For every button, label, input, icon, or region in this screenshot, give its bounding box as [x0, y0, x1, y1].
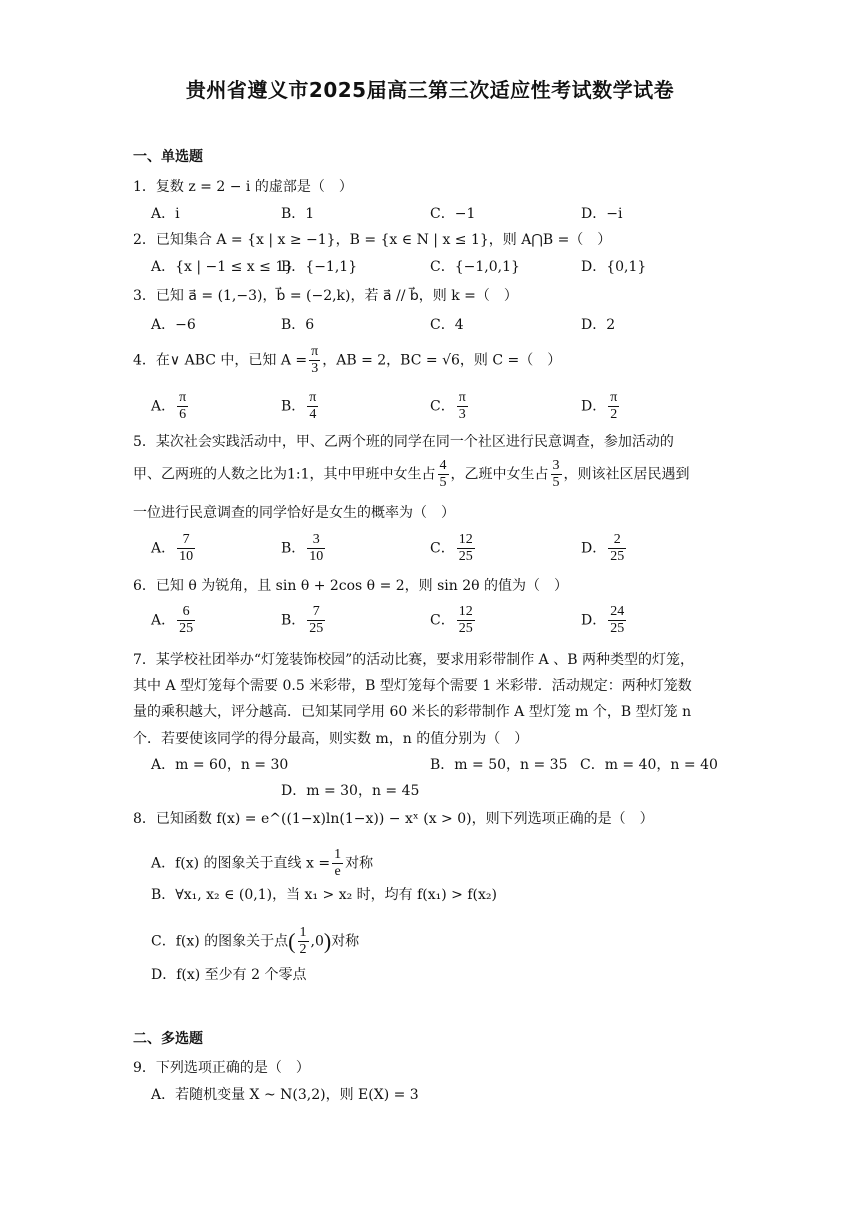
q5-option-d: D． $\frac{2}{25}$ [581, 532, 625, 564]
q5-option-b: B． $\frac{3}{10}$ [281, 532, 324, 564]
q6-option-b: B． $\frac{7}{25}$ [281, 604, 324, 636]
question-1-stem: 1．复数 z = 2 − i 的虚部是（ ） [133, 179, 353, 195]
question-9-stem: 9．下列选项正确的是（ ） [133, 1060, 310, 1076]
question-7-line-4: 个．若要使该同学的得分最高，则实数 m，n 的值分别为（ ） [133, 731, 529, 747]
question-7-line-2: 其中 A 型灯笼每个需要 0.5 米彩带，B 型灯笼每个需要 1 米彩带．活动规定：两种灯笼数 [133, 678, 692, 694]
q2-option-b: B．{−1,1} [281, 259, 358, 275]
q6-option-a: A． $\frac{6}{25}$ [151, 604, 194, 636]
q8-option-b: B．∀x₁, x₂ ∈ (0,1)，当 x₁ > x₂ 时，均有 f(x₁) > f(x₂) [151, 887, 497, 903]
q4-stem-post: ，AB = 2，BC = √6，则 C =（ ） [322, 352, 562, 369]
q3-option-b: B．6 [281, 317, 315, 333]
q7-option-a: A．m = 60，n = 30 [151, 757, 289, 773]
q6-option-c: C． $\frac{12}{25}$ [430, 604, 473, 636]
question-8-stem: 8．已知函数 f(x) = e^((1−x)ln(1−x)) − xˣ (x > 0)，则下列选项正确的是（ ） [133, 811, 654, 827]
q4-option-b: B． $\frac{\pi}{4}$ [281, 390, 317, 422]
question-5-line-3: 一位进行民意调查的同学恰好是女生的概率为（ ） [133, 505, 455, 521]
question-5-line-2: 甲、乙两班的人数之比为1:1，其中甲班中女生占 $\frac{4}{5}$ ，乙班中女生占 $\frac{3}{5}$ ，则该社区居民遇到 [133, 458, 690, 490]
q4-option-a: A． $\frac{\pi}{6}$ [151, 390, 187, 422]
q6-option-d: D． $\frac{24}{25}$ [581, 604, 625, 636]
q4-stem-pre: 4．在∨ ABC 中，已知 A = [133, 352, 308, 369]
question-3-stem: 3．已知 a⃗ = (1,−3)，b⃗ = (−2,k)，若 a⃗ // b⃗，则 k =（ ） [133, 288, 518, 304]
q3-option-a: A．−6 [151, 317, 196, 333]
q7-option-d: D．m = 30，n = 45 [281, 783, 420, 799]
q9-option-a: A．若随机变量 X ~ N(3,2)，则 E(X) = 3 [151, 1087, 419, 1103]
q8-option-c: C．f(x) 的图象关于点( $\frac{1}{2}$ ,0)对称 [151, 925, 360, 957]
q4-option-d: D． $\frac{\pi}{2}$ [581, 390, 618, 422]
q2-option-a: A．{x | −1 ≤ x ≤ 1} [151, 259, 294, 275]
q3-option-c: C．4 [430, 317, 464, 333]
q8-option-a: A．f(x) 的图象关于直线 x = $\frac{1}{e}$ 对称 [151, 847, 374, 879]
page-title: 贵州省遵义市2025届高三第三次适应性考试数学试卷 [185, 78, 675, 102]
section-multi-choice: 二、多选题 [133, 1031, 203, 1047]
q3-option-d: D．2 [581, 317, 616, 333]
q4-fraction: $\frac{\pi}{3}$ [311, 344, 319, 376]
q4-option-c: C． $\frac{\pi}{3}$ [430, 390, 466, 422]
q1-option-c: C．−1 [430, 206, 476, 222]
q2-option-c: C．{−1,0,1} [430, 259, 520, 275]
q7-option-b: B．m = 50，n = 35 [430, 757, 568, 773]
q8-option-d: D．f(x) 至少有 2 个零点 [151, 967, 307, 983]
q1-option-a: A．i [151, 206, 180, 222]
q2-option-d: D．{0,1} [581, 259, 647, 275]
question-6-stem: 6．已知 θ 为锐角，且 sin θ + 2cos θ = 2，则 sin 2θ 的值为（ ） [133, 578, 569, 594]
question-4-stem [133, 344, 561, 377]
question-5-line-1: 5．某次社会实践活动中，甲、乙两个班的同学在同一个社区进行民意调查，参加活动的 [133, 434, 674, 450]
q5-option-c: C． $\frac{12}{25}$ [430, 532, 473, 564]
q7-option-c: C．m = 40，n = 40 [580, 757, 718, 773]
question-7-line-1: 7．某学校社团举办“灯笼装饰校园”的活动比赛，要求用彩带制作 A 、B 两种类型的灯笼， [133, 652, 694, 668]
section-single-choice: 一、单选题 [133, 149, 203, 165]
q1-option-b: B．1 [281, 206, 315, 222]
q5-option-a: A． $\frac{7}{10}$ [151, 532, 194, 564]
question-2-stem: 2．已知集合 A = {x | x ≥ −1}，B = {x ∈ N | x ≤ 1}，则 A⋂B =（ ） [133, 232, 612, 248]
q1-option-d: D．−i [581, 206, 623, 222]
question-7-line-3: 量的乘积越大，评分越高．已知某同学用 60 米长的彩带制作 A 型灯笼 m 个，B 型灯笼 n [133, 704, 692, 720]
